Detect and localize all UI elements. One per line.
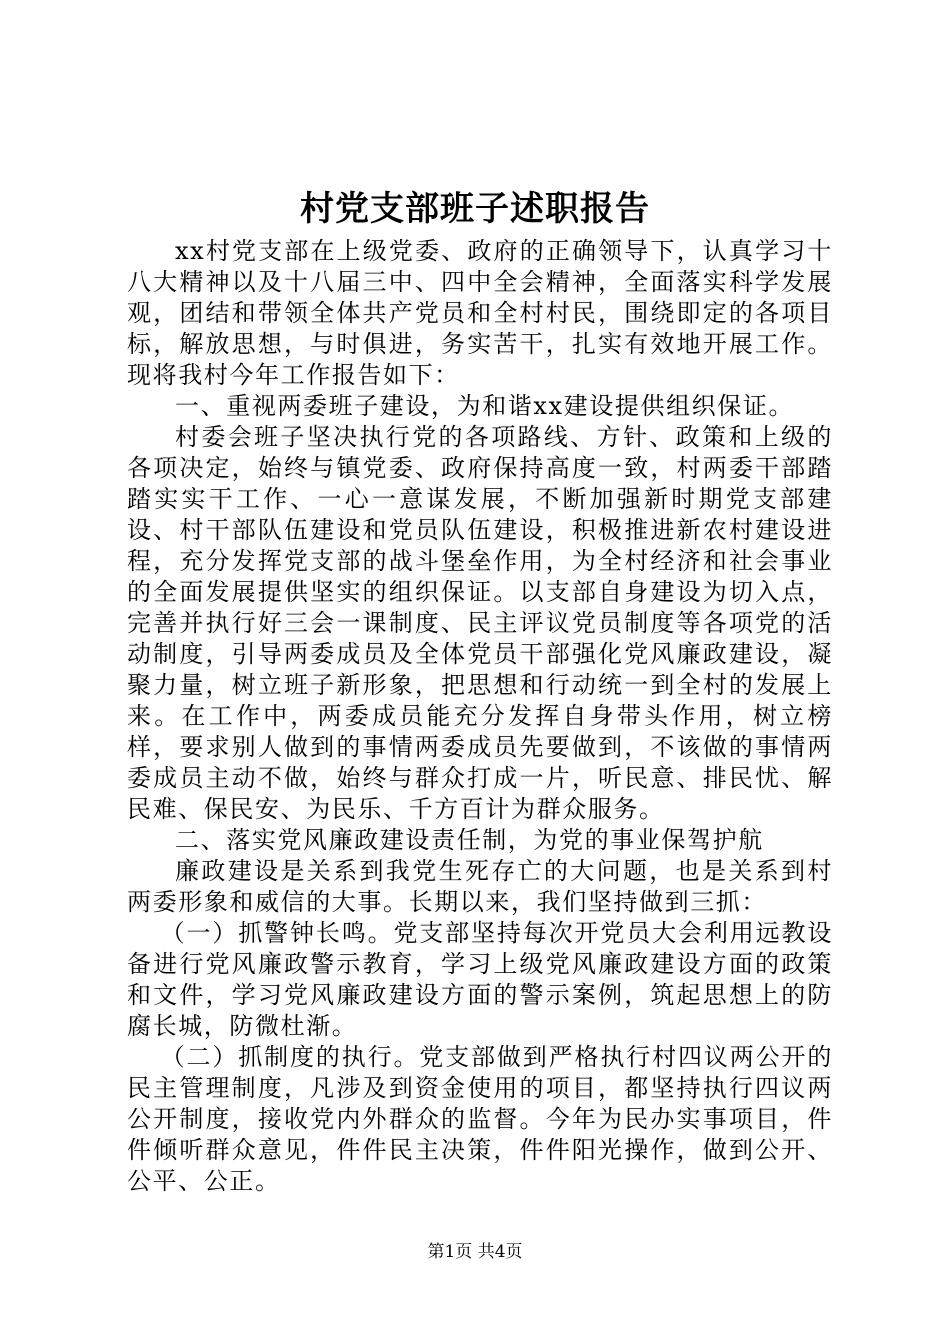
section-heading-2: 二、落实党风廉政建设责任制，为党的事业保驾护航 <box>175 826 764 854</box>
paragraph-item-2: （二）抓制度的执行。党支部做到严格执行村四议两公开的民主管理制度，凡涉及到资金使用的项目，都坚持执行四议两公开制度，接收党内外群众的监督。今年为民办实事项目，件件倾听群众意见，件件民主决策，件件阳光操作，做到公开、公平、公正。 <box>127 1043 833 1195</box>
document-title: 村党支部班子述职报告 <box>300 189 650 229</box>
section-heading-1: 一、重视两委班子建设，为和谐xx建设提供组织保证。 <box>175 392 795 420</box>
document-body <box>127 236 833 1197</box>
paragraph-item-1: （一）抓警钟长鸣。党支部坚持每次开党员大会利用远教设备进行党风廉政警示教育，学习上级党风廉政建设方面的政策和文件，学习党风廉政建设方面的警示案例，筑起思想上的防腐长城，防微杜渐。 <box>127 919 833 1040</box>
paragraph-section-1: 村委会班子坚决执行党的各项路线、方针、政策和上级的各项决定，始终与镇党委、政府保持高度一致，村两委干部踏踏实实干工作、一心一意谋发展，不断加强新时期党支部建设、村干部队伍建设和党员队伍建设，积极推进新农村建设进程，充分发挥党支部的战斗堡垒作用，为全村经济和社会事业的全面发展提供坚实的组织保证。以支部自身建设为切入点，完善并执行好三会一课制度、民主评议党员制度等各项党的活动制度，引导两委成员及全体党员干部强化党风廉政建设，凝聚力量，树立班子新形象，把思想和行动统一到全村的发展上来。在工作中，两委成员能充分发挥自身带头作用，树立榜样，要求别人做到的事情两委成员先要做到，不该做的事情两委成员主动不做，始终与群众打成一片，听民意、排民忧、解民难、保民安、为民乐、千方百计为群众服务。 <box>127 423 833 823</box>
paragraph-intro: xx村党支部在上级党委、政府的正确领导下，认真学习十八大精神以及十八届三中、四中全会精神，全面落实科学发展观，团结和带领全体共产党员和全村村民，围绕即定的各项目标，解放思想，与时俱进，务实苦干，扎实有效地开展工作。现将我村今年工作报告如下： <box>127 237 833 389</box>
page-number-footer: 第1页 共4页 <box>427 1242 523 1262</box>
paragraph-section-2: 廉政建设是关系到我党生死存亡的大问题，也是关系到村两委形象和威信的大事。长期以来，我们坚持做到三抓： <box>127 857 833 916</box>
